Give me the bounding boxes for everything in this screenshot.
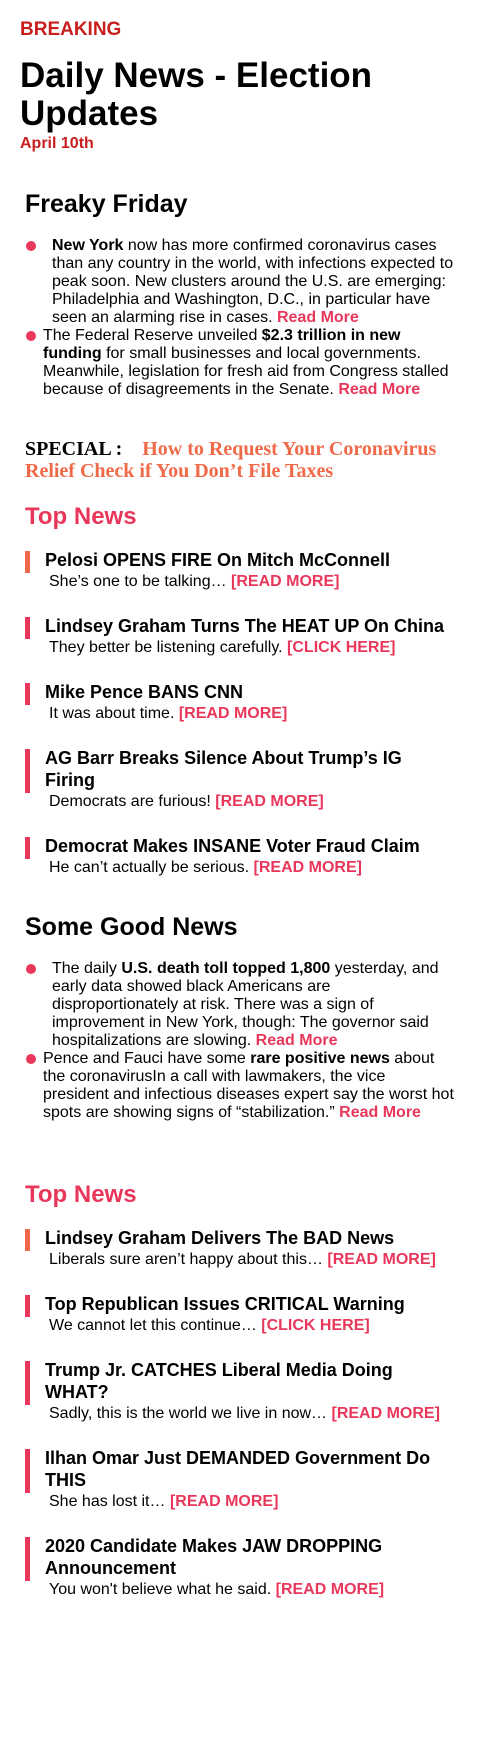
item-text-post: about the coronavirusIn a call with lawmakers, the vice president and infectious diseases expert say the worst hot spots are showing signs of “stabilization.” — [43, 1050, 454, 1121]
news-story[interactable] — [25, 1359, 455, 1424]
story-accent-bar — [25, 749, 30, 793]
story-accent-bar — [25, 683, 30, 705]
story-accent-bar — [25, 551, 30, 573]
news-story[interactable] — [25, 615, 455, 658]
story-cta-link[interactable]: [READ MORE] — [327, 1251, 436, 1268]
teaser-text: We cannot let this continue… — [49, 1317, 262, 1334]
freaky-friday-list — [25, 237, 455, 399]
story-cta-link[interactable]: [READ MORE] — [169, 1493, 279, 1510]
story-teaser — [49, 704, 455, 724]
special-link[interactable]: How to Request Your Coronavirus Relief Check if You Don’t File Taxes — [25, 438, 437, 482]
story-accent-bar — [25, 837, 30, 859]
bullet-dot-icon — [26, 331, 36, 341]
item-bold: $2.3 trillion in new funding — [43, 327, 401, 362]
item-text-post: for small businesses and local governments. Meanwhile, legislation for fresh aid from Congress stalled because of disagreements in the Senate. — [43, 345, 449, 398]
story-cta-link[interactable]: [READ MORE] — [253, 859, 362, 876]
story-headline[interactable]: Mike Pence BANS CNN — [45, 682, 244, 702]
issue-date: April 10th — [20, 135, 94, 152]
story-cta-link[interactable]: [READ MORE] — [178, 705, 288, 722]
story-cta-link[interactable]: [READ MORE] — [215, 793, 324, 810]
read-more-link[interactable]: Read More — [277, 309, 359, 326]
teaser-text: You won't believe what he said. — [49, 1581, 276, 1598]
breaking-label: BREAKING — [20, 19, 122, 40]
teaser-text: Sadly, this is the world we live in now… — [49, 1405, 332, 1422]
story-headline[interactable]: AG Barr Breaks Silence About Trump’s IG Firing — [45, 748, 402, 790]
item-text-pre: The daily — [52, 960, 122, 977]
news-story[interactable] — [25, 747, 455, 812]
item-text-pre: Pence and Fauci have some — [43, 1050, 251, 1067]
teaser-text: They better be listening carefully. — [49, 639, 288, 656]
read-more-link[interactable]: Read More — [255, 1032, 338, 1049]
special-callout — [25, 438, 455, 482]
story-accent-bar — [25, 1295, 30, 1317]
item-bold-lead: New York — [52, 237, 124, 254]
story-cta-link[interactable]: [READ MORE] — [275, 1581, 385, 1598]
story-cta-link[interactable]: [CLICK HERE] — [261, 1317, 370, 1334]
story-teaser — [49, 1404, 455, 1424]
teaser-text: Liberals sure aren’t happy about this… — [49, 1251, 328, 1268]
news-story[interactable] — [25, 835, 455, 878]
list-item — [25, 1050, 455, 1122]
bullet-dot-icon — [26, 1054, 36, 1064]
page-title: Daily News - Election Updates — [20, 56, 373, 133]
teaser-text: She has lost it… — [49, 1493, 170, 1510]
story-headline[interactable]: Pelosi OPENS FIRE On Mitch McConnell — [45, 550, 391, 570]
item-text-post: yesterday, and early data showed black Americans are disproportionately at risk. There was a sign of improvement in New York, though: The governor said hospitalizations are slowing. — [52, 960, 439, 1049]
special-label: SPECIAL : — [25, 438, 123, 460]
read-more-link[interactable]: Read More — [338, 381, 421, 398]
item-text-pre: The Federal Reserve unveiled — [43, 327, 262, 344]
list-item — [25, 960, 455, 1050]
teaser-text: Democrats are furious! — [49, 793, 216, 810]
teaser-text: He can’t actually be serious. — [49, 859, 254, 876]
bullet-dot-icon — [26, 241, 36, 251]
item-text: now has more confirmed coronavirus cases than any country in the world, with infections expected to peak soon. New clusters around the U.S. are emerging: Philadelphia and Washington, D.C., in particular have seen an alarming rise in cases. — [52, 237, 454, 326]
story-headline[interactable]: 2020 Candidate Makes JAW DROPPING Announcement — [45, 1536, 383, 1578]
story-headline[interactable]: Trump Jr. CATCHES Liberal Media Doing WHAT? — [45, 1360, 393, 1402]
story-headline[interactable]: Democrat Makes INSANE Voter Fraud Claim — [45, 836, 420, 856]
news-story[interactable] — [25, 1227, 455, 1270]
item-bold: U.S. death toll topped 1,800 — [121, 960, 331, 977]
story-accent-bar — [25, 1361, 30, 1405]
story-accent-bar — [25, 1449, 30, 1493]
news-story[interactable] — [25, 1447, 455, 1512]
story-cta-link[interactable]: [READ MORE] — [231, 573, 340, 590]
story-accent-bar — [25, 617, 30, 639]
list-item — [25, 237, 455, 327]
read-more-link[interactable]: Read More — [339, 1104, 421, 1121]
story-headline[interactable]: Ilhan Omar Just DEMANDED Government Do THIS — [45, 1448, 431, 1490]
story-teaser — [49, 572, 455, 592]
item-bold: rare positive news — [250, 1050, 390, 1067]
story-teaser — [49, 1316, 455, 1336]
story-teaser — [49, 638, 455, 658]
news-story[interactable] — [25, 681, 455, 724]
story-teaser — [49, 858, 455, 878]
section-title-top-news: Top News — [25, 1181, 137, 1208]
story-accent-bar — [25, 1537, 30, 1581]
section-title-good-news: Some Good News — [25, 913, 238, 941]
bullet-dot-icon — [26, 964, 36, 974]
news-story[interactable] — [25, 1293, 455, 1336]
news-story[interactable] — [25, 549, 455, 592]
story-teaser — [49, 1492, 455, 1512]
section-title-freaky-friday: Freaky Friday — [25, 190, 188, 218]
story-cta-link[interactable]: [CLICK HERE] — [287, 639, 396, 656]
teaser-text: It was about time. — [49, 705, 179, 722]
story-headline[interactable]: Lindsey Graham Delivers The BAD News — [45, 1228, 395, 1248]
story-teaser — [49, 792, 455, 812]
teaser-text: She’s one to be talking… — [49, 573, 232, 590]
story-teaser — [49, 1250, 455, 1270]
story-headline[interactable]: Lindsey Graham Turns The HEAT UP On China — [45, 616, 445, 636]
story-teaser — [49, 1580, 455, 1600]
story-cta-link[interactable]: [READ MORE] — [331, 1405, 440, 1422]
story-accent-bar — [25, 1229, 30, 1251]
story-headline[interactable]: Top Republican Issues CRITICAL Warning — [45, 1294, 405, 1314]
news-story[interactable] — [25, 1535, 455, 1600]
section-title-top-news: Top News — [25, 503, 137, 530]
good-news-list — [25, 960, 455, 1122]
list-item — [25, 327, 455, 399]
